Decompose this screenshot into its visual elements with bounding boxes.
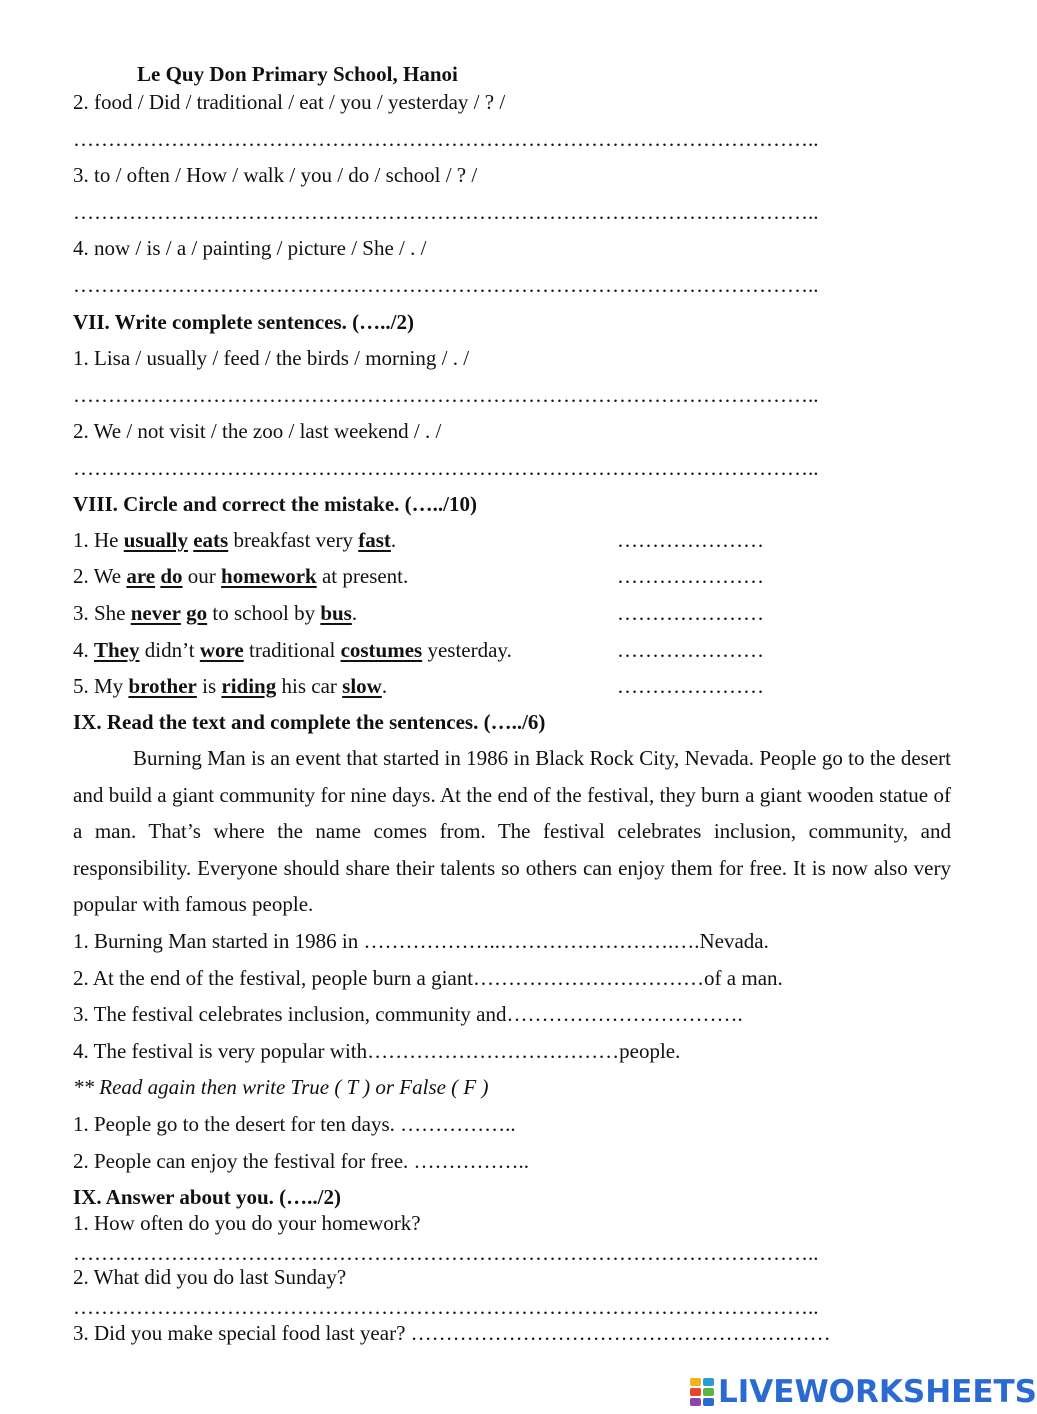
logo-block: [690, 1378, 701, 1386]
item-text: 4.: [73, 638, 94, 662]
item-text: at present.: [316, 564, 409, 588]
exercise-item: 4. now / is / a / painting / picture / She / . /: [73, 236, 427, 260]
answer-line[interactable]: ……………………………………………………………………………………………..: [73, 200, 819, 224]
item-text: .: [351, 601, 358, 625]
section-heading: IX. Answer about you. (…../2): [73, 1185, 341, 1209]
underlined-word[interactable]: brother: [128, 674, 197, 698]
logo-block: [690, 1388, 701, 1396]
underlined-word[interactable]: costumes: [340, 638, 423, 662]
item-text: yesterday.: [422, 638, 512, 662]
item-text: is: [196, 674, 222, 698]
correction-blank[interactable]: …………………: [617, 674, 764, 698]
item-text: .: [390, 528, 397, 552]
underlined-word[interactable]: riding: [221, 674, 277, 698]
question-item: 1. How often do you do your homework?: [73, 1211, 421, 1235]
correction-blank[interactable]: …………………: [617, 601, 764, 625]
mistake-item: [73, 600, 357, 626]
answer-line[interactable]: ……………………………………………………………………………………………..: [73, 1241, 819, 1265]
exercise-item: 1. Lisa / usually / feed / the birds / morning / . /: [73, 346, 470, 370]
question-item[interactable]: 4. The festival is very popular with………………………………people.: [73, 1039, 681, 1063]
logo-block: [703, 1388, 714, 1396]
answer-line[interactable]: ……………………………………………………………………………………………..: [73, 383, 819, 407]
answer-line[interactable]: ……………………………………………………………………………………………..: [73, 127, 819, 151]
logo-mark-icon: [690, 1378, 714, 1406]
correction-blank[interactable]: …………………: [617, 638, 764, 662]
exercise-item: 3. to / often / How / walk / you / do / school / ? /: [73, 163, 478, 187]
underlined-word[interactable]: They: [94, 638, 140, 662]
true-false-item[interactable]: 1. People go to the desert for ten days. ……………..: [73, 1112, 516, 1136]
question-item[interactable]: 3. The festival celebrates inclusion, community and…………………………….: [73, 1002, 743, 1026]
section-heading: IX. Read the text and complete the sentences. (…../6): [73, 710, 546, 734]
answer-line[interactable]: ……………………………………………………………………………………………..: [73, 1295, 819, 1319]
logo-block: [690, 1398, 701, 1406]
underlined-word[interactable]: never: [130, 601, 181, 625]
question-item[interactable]: 3. Did you make special food last year? ……………………………………………………: [73, 1321, 831, 1345]
question-item[interactable]: 1. Burning Man started in 1986 in ………………..…………………….….Nevada.: [73, 929, 769, 953]
section-heading: VII. Write complete sentences. (…../2): [73, 310, 414, 334]
item-text: 2. We: [73, 564, 127, 588]
exercise-item: 2. food / Did / traditional / eat / you / yesterday / ? /: [73, 90, 506, 114]
question-item[interactable]: 2. At the end of the festival, people burn a giant……………………………of a man.: [73, 966, 783, 990]
exercise-item: 2. We / not visit / the zoo / last weekend / . /: [73, 419, 442, 443]
underlined-word[interactable]: slow: [342, 674, 382, 698]
mistake-item: [73, 637, 512, 663]
section-heading: VIII. Circle and correct the mistake. (…../10): [73, 492, 477, 516]
underlined-word[interactable]: fast: [358, 528, 391, 552]
underlined-word[interactable]: usually: [123, 528, 188, 552]
item-text: his car: [276, 674, 343, 698]
item-text: .: [381, 674, 388, 698]
item-text: traditional: [243, 638, 341, 662]
mistake-item: [73, 527, 396, 553]
correction-blank[interactable]: …………………: [617, 564, 764, 588]
item-text: 5. My: [73, 674, 129, 698]
liveworksheets-logo: [690, 1372, 1037, 1412]
answer-line[interactable]: ……………………………………………………………………………………………..: [73, 273, 819, 297]
school-title: Le Quy Don Primary School, Hanoi: [137, 62, 458, 86]
underlined-word[interactable]: eats: [193, 528, 229, 552]
underlined-word[interactable]: are: [126, 564, 156, 588]
true-false-instruction: ** Read again then write True ( T ) or False ( F ): [73, 1075, 489, 1099]
correction-blank[interactable]: …………………: [617, 528, 764, 552]
item-text: our: [182, 564, 222, 588]
logo-block: [703, 1398, 714, 1406]
underlined-word[interactable]: bus: [320, 601, 352, 625]
logo-text: LIVEWORKSHEETS: [718, 1374, 1037, 1410]
logo-block: [703, 1378, 714, 1386]
true-false-item[interactable]: 2. People can enjoy the festival for free. ……………..: [73, 1149, 530, 1173]
mistake-item: [73, 673, 387, 699]
item-text: to school by: [207, 601, 321, 625]
reading-passage: Burning Man is an event that started in 1986 in Black Rock City, Nevada. People go to the desert and build a giant community for nine days. At the end of the festival, they burn a giant wooden statue of a man. That’s where the name comes from. The festival celebrates inclusion, community, and responsibility. Everyone should share their talents so others can enjoy them for free. It is now also very popular with famous people.: [73, 746, 951, 917]
underlined-word[interactable]: homework: [221, 564, 317, 588]
question-item: 2. What did you do last Sunday?: [73, 1265, 347, 1289]
mistake-item: [73, 563, 408, 589]
item-text: 3. She: [73, 601, 131, 625]
underlined-word[interactable]: do: [160, 564, 183, 588]
item-text: breakfast very: [228, 528, 359, 552]
item-text: 1. He: [73, 528, 124, 552]
underlined-word[interactable]: wore: [199, 638, 244, 662]
answer-line[interactable]: ……………………………………………………………………………………………..: [73, 456, 819, 480]
item-text: didn’t: [139, 638, 200, 662]
underlined-word[interactable]: go: [186, 601, 208, 625]
